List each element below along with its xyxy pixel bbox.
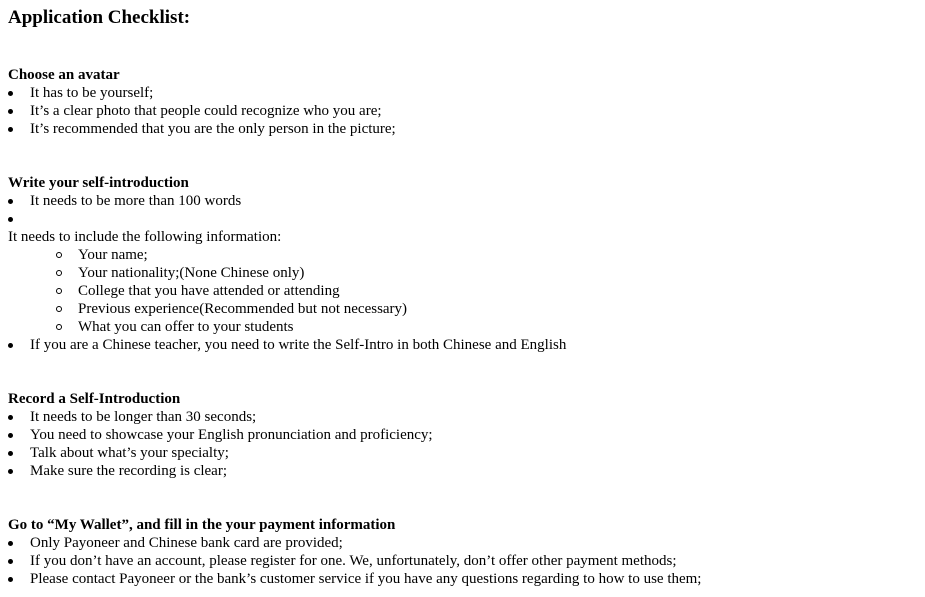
bullet-icon <box>8 577 13 582</box>
circle-bullet-icon <box>56 306 62 312</box>
list-item-text: It needs to be more than 100 words <box>30 193 242 209</box>
circle-bullet-icon <box>56 252 62 258</box>
circle-bullet-icon <box>56 324 62 330</box>
bullet-icon <box>8 559 13 564</box>
list-item <box>8 570 702 588</box>
list-item <box>8 84 154 102</box>
sub-list-item-text: What you can offer to your students <box>78 319 294 335</box>
list-item-text: Only Payoneer and Chinese bank card are provided; <box>30 535 343 551</box>
bullet-icon <box>8 415 13 420</box>
list-item <box>8 102 382 120</box>
list-item <box>8 336 567 354</box>
list-item <box>8 192 242 210</box>
sub-list-item-text: Your nationality;(None Chinese only) <box>78 265 305 281</box>
section-choose-avatar <box>8 66 396 138</box>
section-record-intro <box>8 390 433 480</box>
bullet-icon <box>8 217 13 222</box>
section-self-introduction <box>8 174 567 354</box>
sub-list-item <box>8 318 294 336</box>
list-item-text: It’s a clear photo that people could recognize who you are; <box>30 103 382 119</box>
list-item-text: If you are a Chinese teacher, you need to write the Self-Intro in both Chinese and English <box>30 337 567 353</box>
list-item <box>8 210 189 228</box>
list-item <box>8 534 395 552</box>
circle-bullet-icon <box>56 270 62 276</box>
sub-list-item-text: Your name; <box>78 247 148 263</box>
bullet-icon <box>8 451 13 456</box>
list-item-text: If you don’t have an account, please register for one. We, unfortunately, don’t offer other payment methods; <box>30 553 677 569</box>
page-title: Application Checklist: <box>8 7 191 28</box>
list-item <box>8 120 396 138</box>
section-wallet <box>8 516 702 588</box>
list-item <box>8 444 229 462</box>
list-item <box>8 462 227 480</box>
sub-list-item <box>8 300 408 318</box>
bullet-icon <box>8 199 13 204</box>
section-heading: Write your self-introduction <box>8 175 189 191</box>
info-label: It needs to include the following information: <box>8 229 282 245</box>
bullet-icon <box>8 343 13 348</box>
list-item-text: Make sure the recording is clear; <box>30 463 227 479</box>
bullet-icon <box>8 469 13 474</box>
section-heading: Go to “My Wallet”, and fill in the your payment information <box>8 517 396 533</box>
list-item <box>8 552 677 570</box>
sub-list-item-text: Previous experience(Recommended but not necessary) <box>78 301 408 317</box>
bullet-icon <box>8 91 13 96</box>
sub-list-item <box>8 246 189 264</box>
sub-list-item-text: College that you have attended or attending <box>78 283 340 299</box>
bullet-icon <box>8 109 13 114</box>
list-item-text: It has to be yourself; <box>30 85 154 101</box>
circle-bullet-icon <box>56 288 62 294</box>
list-item <box>8 408 257 426</box>
sub-list-item <box>8 264 305 282</box>
info-label-line <box>8 228 282 246</box>
list-item-text: It needs to be longer than 30 seconds; <box>30 409 257 425</box>
bullet-icon <box>8 541 13 546</box>
list-item-text: Talk about what’s your specialty; <box>30 445 229 461</box>
bullet-icon <box>8 433 13 438</box>
list-item-text: Please contact Payoneer or the bank’s customer service if you have any questions regarding to how to use them; <box>30 571 702 587</box>
list-item-text: It’s recommended that you are the only person in the picture; <box>30 121 396 137</box>
list-item-text: You need to showcase your English pronunciation and proficiency; <box>30 427 433 443</box>
list-item <box>8 426 433 444</box>
bullet-icon <box>8 127 13 132</box>
sub-list-item <box>8 282 340 300</box>
section-heading: Record a Self-Introduction <box>8 391 181 407</box>
section-heading: Choose an avatar <box>8 67 120 83</box>
